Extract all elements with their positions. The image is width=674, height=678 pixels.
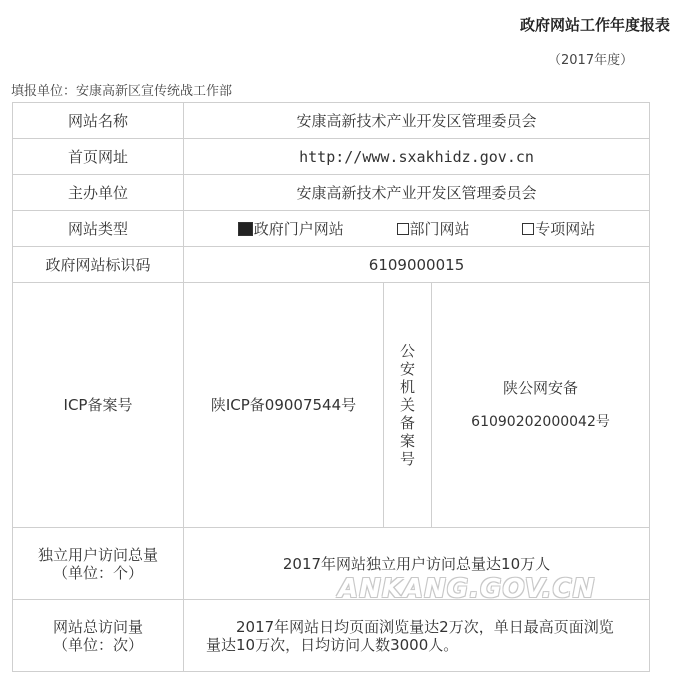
report-year: （2017年度）	[548, 53, 634, 68]
police-record-line2: 61090202000042号	[471, 414, 610, 430]
vertical-char: 公	[399, 342, 415, 360]
site-type-label: 网站类型	[13, 211, 184, 247]
site-type-option-special	[522, 220, 595, 238]
site-watermark: ANKANG.GOV.CN	[338, 574, 596, 604]
unchecked-box-icon	[397, 223, 409, 235]
unique-visitors-value: 2017年网站独立用户访问总量达10万人	[184, 528, 650, 600]
unique-visitors-label	[13, 528, 184, 600]
option-label: 政府门户网站	[253, 219, 344, 238]
vertical-char: 案	[399, 432, 415, 450]
vertical-char: 安	[399, 360, 415, 378]
icp-value: 陕ICP备09007544号	[184, 283, 384, 528]
site-type-options	[184, 211, 650, 247]
table-row	[13, 283, 650, 528]
homepage-url[interactable]: http://www.sxakhidz.gov.cn	[184, 139, 650, 175]
homepage-label: 首页网址	[13, 139, 184, 175]
unchecked-box-icon	[522, 223, 534, 235]
checked-box-icon	[238, 222, 253, 236]
vertical-char: 备	[399, 414, 415, 432]
site-id-label: 政府网站标识码	[13, 247, 184, 283]
site-id-value: 6109000015	[184, 247, 650, 283]
label-line: 独立用户访问总量	[37, 545, 158, 564]
vertical-char: 号	[399, 450, 415, 468]
police-record-line1: 陕公网安备	[503, 379, 579, 397]
value-line: 2017年网站日均页面浏览量达2万次，单日最高页面浏览	[236, 617, 614, 636]
table-row	[13, 211, 650, 247]
organizer-value: 安康高新技术产业开发区管理委员会	[184, 175, 650, 211]
label-line: （单位：次）	[52, 635, 143, 654]
option-label: 专项网站	[535, 219, 596, 238]
total-visits-label	[13, 600, 184, 672]
site-type-option-department	[397, 220, 470, 238]
site-name-value: 安康高新技术产业开发区管理委员会	[184, 103, 650, 139]
vertical-char: 关	[399, 396, 415, 414]
label-line: 网站总访问量	[52, 617, 143, 636]
site-type-option-portal	[238, 220, 344, 238]
police-record-label	[384, 283, 432, 528]
icp-label: ICP备案号	[13, 283, 184, 528]
value-line: 量达10万次，日均访问人数3000人。	[206, 635, 459, 654]
vertical-char: 机	[399, 378, 415, 396]
organizer-label: 主办单位	[13, 175, 184, 211]
total-visits-value	[184, 600, 650, 672]
report-title: 政府网站工作年度报表	[519, 16, 670, 34]
table-row	[13, 103, 650, 139]
label-line: （单位：个）	[52, 563, 143, 582]
reporting-unit: 填报单位：安康高新区宣传统战工作部	[11, 84, 233, 99]
option-label: 部门网站	[409, 219, 470, 238]
table-row	[13, 247, 650, 283]
table-row	[13, 600, 650, 672]
table-row	[13, 139, 650, 175]
police-record-value	[432, 283, 650, 528]
site-name-label: 网站名称	[13, 103, 184, 139]
table-row	[13, 175, 650, 211]
